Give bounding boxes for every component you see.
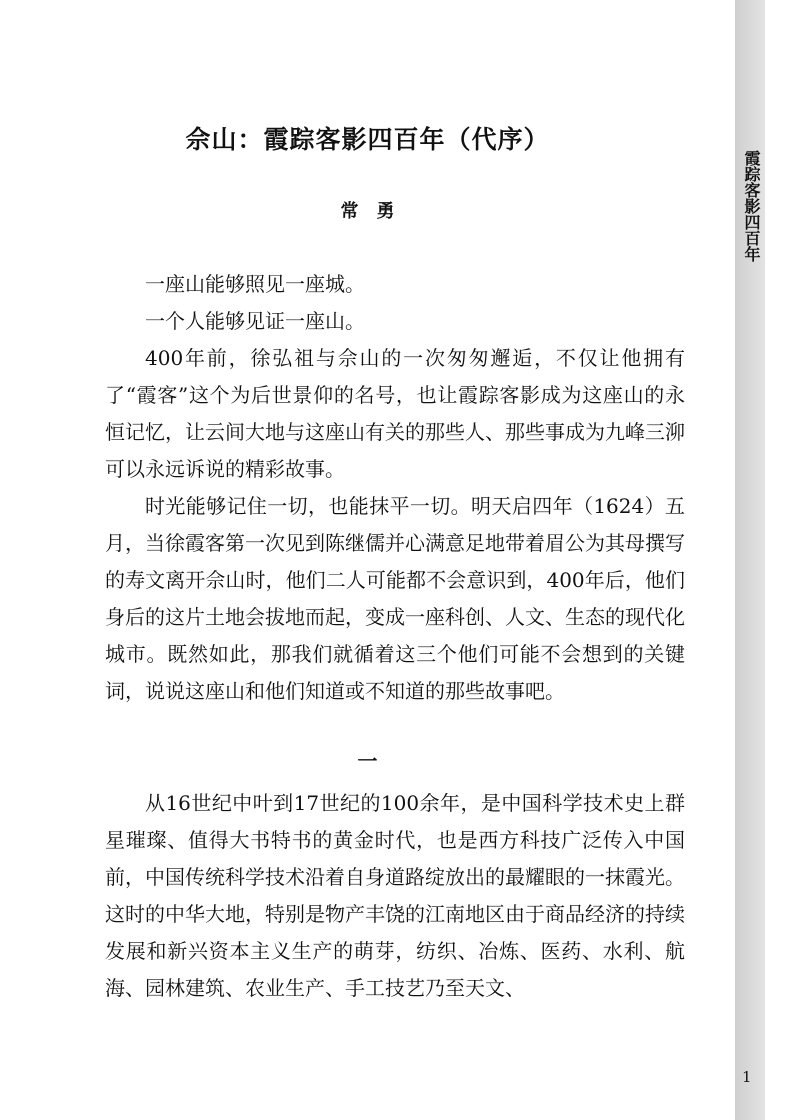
page-number: 1 bbox=[742, 1068, 752, 1086]
side-running-title: 霞踪客影四百年 bbox=[742, 150, 761, 262]
section-body bbox=[105, 785, 685, 1007]
author-name: 常勇 bbox=[340, 201, 413, 222]
paragraph: 一座山能够照见一座城。 bbox=[145, 272, 365, 296]
intro-body bbox=[105, 266, 685, 710]
paragraph: 400年前，徐弘祖与佘山的一次匆匆邂逅，不仅让他拥有了“霞客”这个为后世景仰的名号，也让霞踪客影成为这座山的永恒记忆，让云间大地与这座山有关的那些人、那些事成为九峰三泖可以永远诉说的精彩故事。 bbox=[105, 346, 685, 481]
section-heading: 一 bbox=[357, 749, 378, 773]
paragraph: 从16世纪中叶到17世纪的100余年，是中国科学技术史上群星璀璨、值得大书特书的黄金时代，也是西方科技广泛传入中国前，中国传统科学技术沿着自身道路绽放出的最耀眼的一抹霞光。这时的中华大地，特别是物产丰饶的江南地区由于商品经济的持续发展和新兴资本主义生产的萌芽，纺织、冶炼、医药、水利、航海、园林建筑、农业生产、手工技艺乃至天文、 bbox=[105, 791, 685, 1000]
paragraph: 一个人能够见证一座山。 bbox=[145, 309, 365, 333]
chapter-title: 佘山：霞踪客影四百年（代序） bbox=[185, 125, 550, 154]
paragraph: 时光能够记住一切，也能抹平一切。明天启四年（1624）五月，当徐霞客第一次见到陈继儒并心满意足地带着眉公为其母撰写的寿文离开佘山时，他们二人可能都不会意识到，400年后，他们身后的这片土地会拔地而起，变成一座科创、人文、生态的现代化城市。既然如此，那我们就循着这三个他们可能不会想到的关键词，说说这座山和他们知道或不知道的那些故事吧。 bbox=[105, 494, 685, 703]
